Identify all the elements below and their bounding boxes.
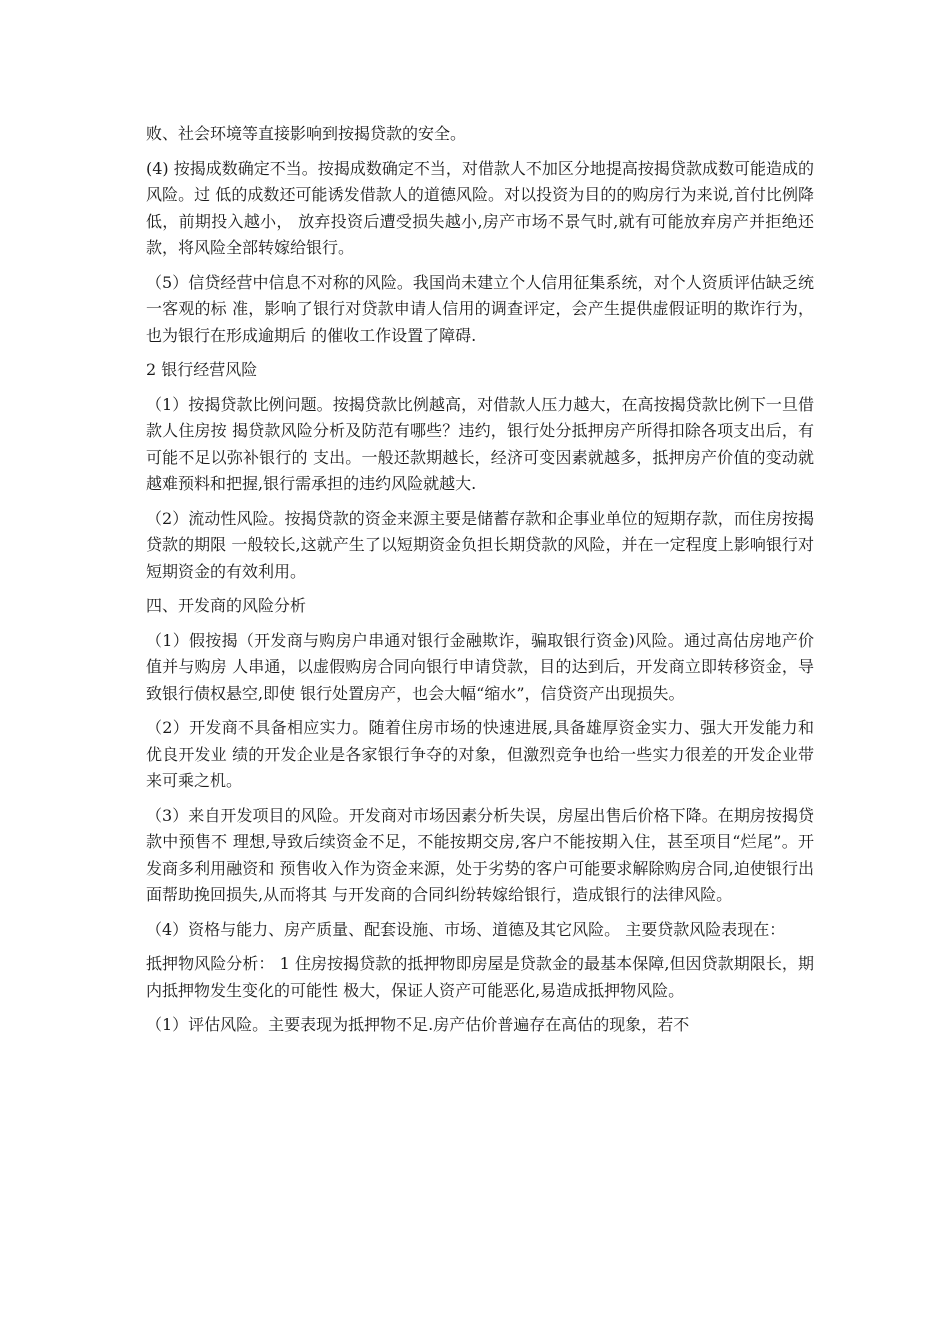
heading-developer-risk: 四、开发商的风险分析 [146,596,307,615]
heading-bank-operation-risk: 2 银行经营风险 [146,360,258,379]
paragraph-developer-capability: （2）开发商不具备相应实力。随着住房市场的快速进展,具备雄厚资金实力、强大开发能力和优良开发业 绩的开发企业是各家银行争夺的对象，但激烈竞争也给一些实力很差的开发企业带来可乘之机。 [146,718,814,790]
paragraph-mortgage-ratio: （1）按揭贷款比例问题。按揭贷款比例越高，对借款人压力越大，在高按揭贷款比例下一旦借款人住房按 揭贷款风险分析及防范有哪些？违约，银行处分抵押房产所得扣除各项支出后，有可能不足以弥补银行的 支出。一般还款期越长，经济可变因素就越多，抵押房产价值的变动就越难预料和把握,银行需承担的违约风险就越大. [146,394,814,493]
document-page [146,121,814,1047]
paragraph-valuation-risk: （1）评估风险。主要表现为抵押物不足.房产估价普遍存在高估的现象，若不 [146,1015,690,1034]
paragraph-project-risk: （3）来自开发项目的风险。开发商对市场因素分析失误，房屋出售后价格下降。在期房按揭贷款中预售不 理想,导致后续资金不足，不能按期交房,客户不能按期入住，甚至项目“烂尾”。开发商多利用融资和 预售收入作为资金来源，处于劣势的客户可能要求解除购房合同,迫使银行出面帮助挽回损失,从而将其 与开发商的合同纠纷转嫁给银行，造成银行的法律风险。 [146,805,814,904]
paragraph-loan-ratio: (4) 按揭成数确定不当。按揭成数确定不当，对借款人不加区分地提高按揭贷款成数可能造成的风险。过 低的成数还可能诱发借款人的道德风险。对以投资为目的的购房行为来说,首付比例降低，前期投入越小， 放弃投资后遭受损失越小,房产市场不景气时,就有可能放弃房产并拒绝还款，将风险全部转嫁给银行。 [146,158,814,257]
paragraph-liquidity-risk: （2）流动性风险。按揭贷款的资金来源主要是储蓄存款和企事业单位的短期存款，而住房按揭贷款的期限 一般较长,这就产生了以短期资金负担长期贷款的风险，并在一定程度上影响银行对短期资金的有效利用。 [146,508,814,581]
paragraph-continuation: 败、社会环境等直接影响到按揭贷款的安全。 [146,124,467,143]
paragraph-collateral-risk: 抵押物风险分析： 1 住房按揭贷款的抵押物即房屋是贷款金的最基本保障,但因贷款期限长，期内抵押物发生变化的可能性 极大，保证人资产可能恶化,易造成抵押物风险。 [146,954,814,1000]
paragraph-info-asymmetry: （5）信贷经营中信息不对称的风险。我国尚未建立个人信用征集系统，对个人资质评估缺乏统一客观的标 准，影响了银行对贷款申请人信用的调查评定，会产生提供虚假证明的欺诈行为，也为银行在形成逾期后 的催收工作设置了障碍. [146,272,814,345]
paragraph-fake-mortgage: （1）假按揭（开发商与购房户串通对银行金融欺诈，骗取银行资金)风险。通过高估房地产价值并与购房 人串通，以虚假购房合同向银行申请贷款，目的达到后，开发商立即转移资金，导致银行债权悬空,即使 银行处置房产，也会大幅“缩水”，信贷资产出现损失。 [146,630,814,703]
paragraph-other-risks: （4）资格与能力、房产质量、配套设施、市场、道德及其它风险。 主要贷款风险表现在： [146,919,786,939]
